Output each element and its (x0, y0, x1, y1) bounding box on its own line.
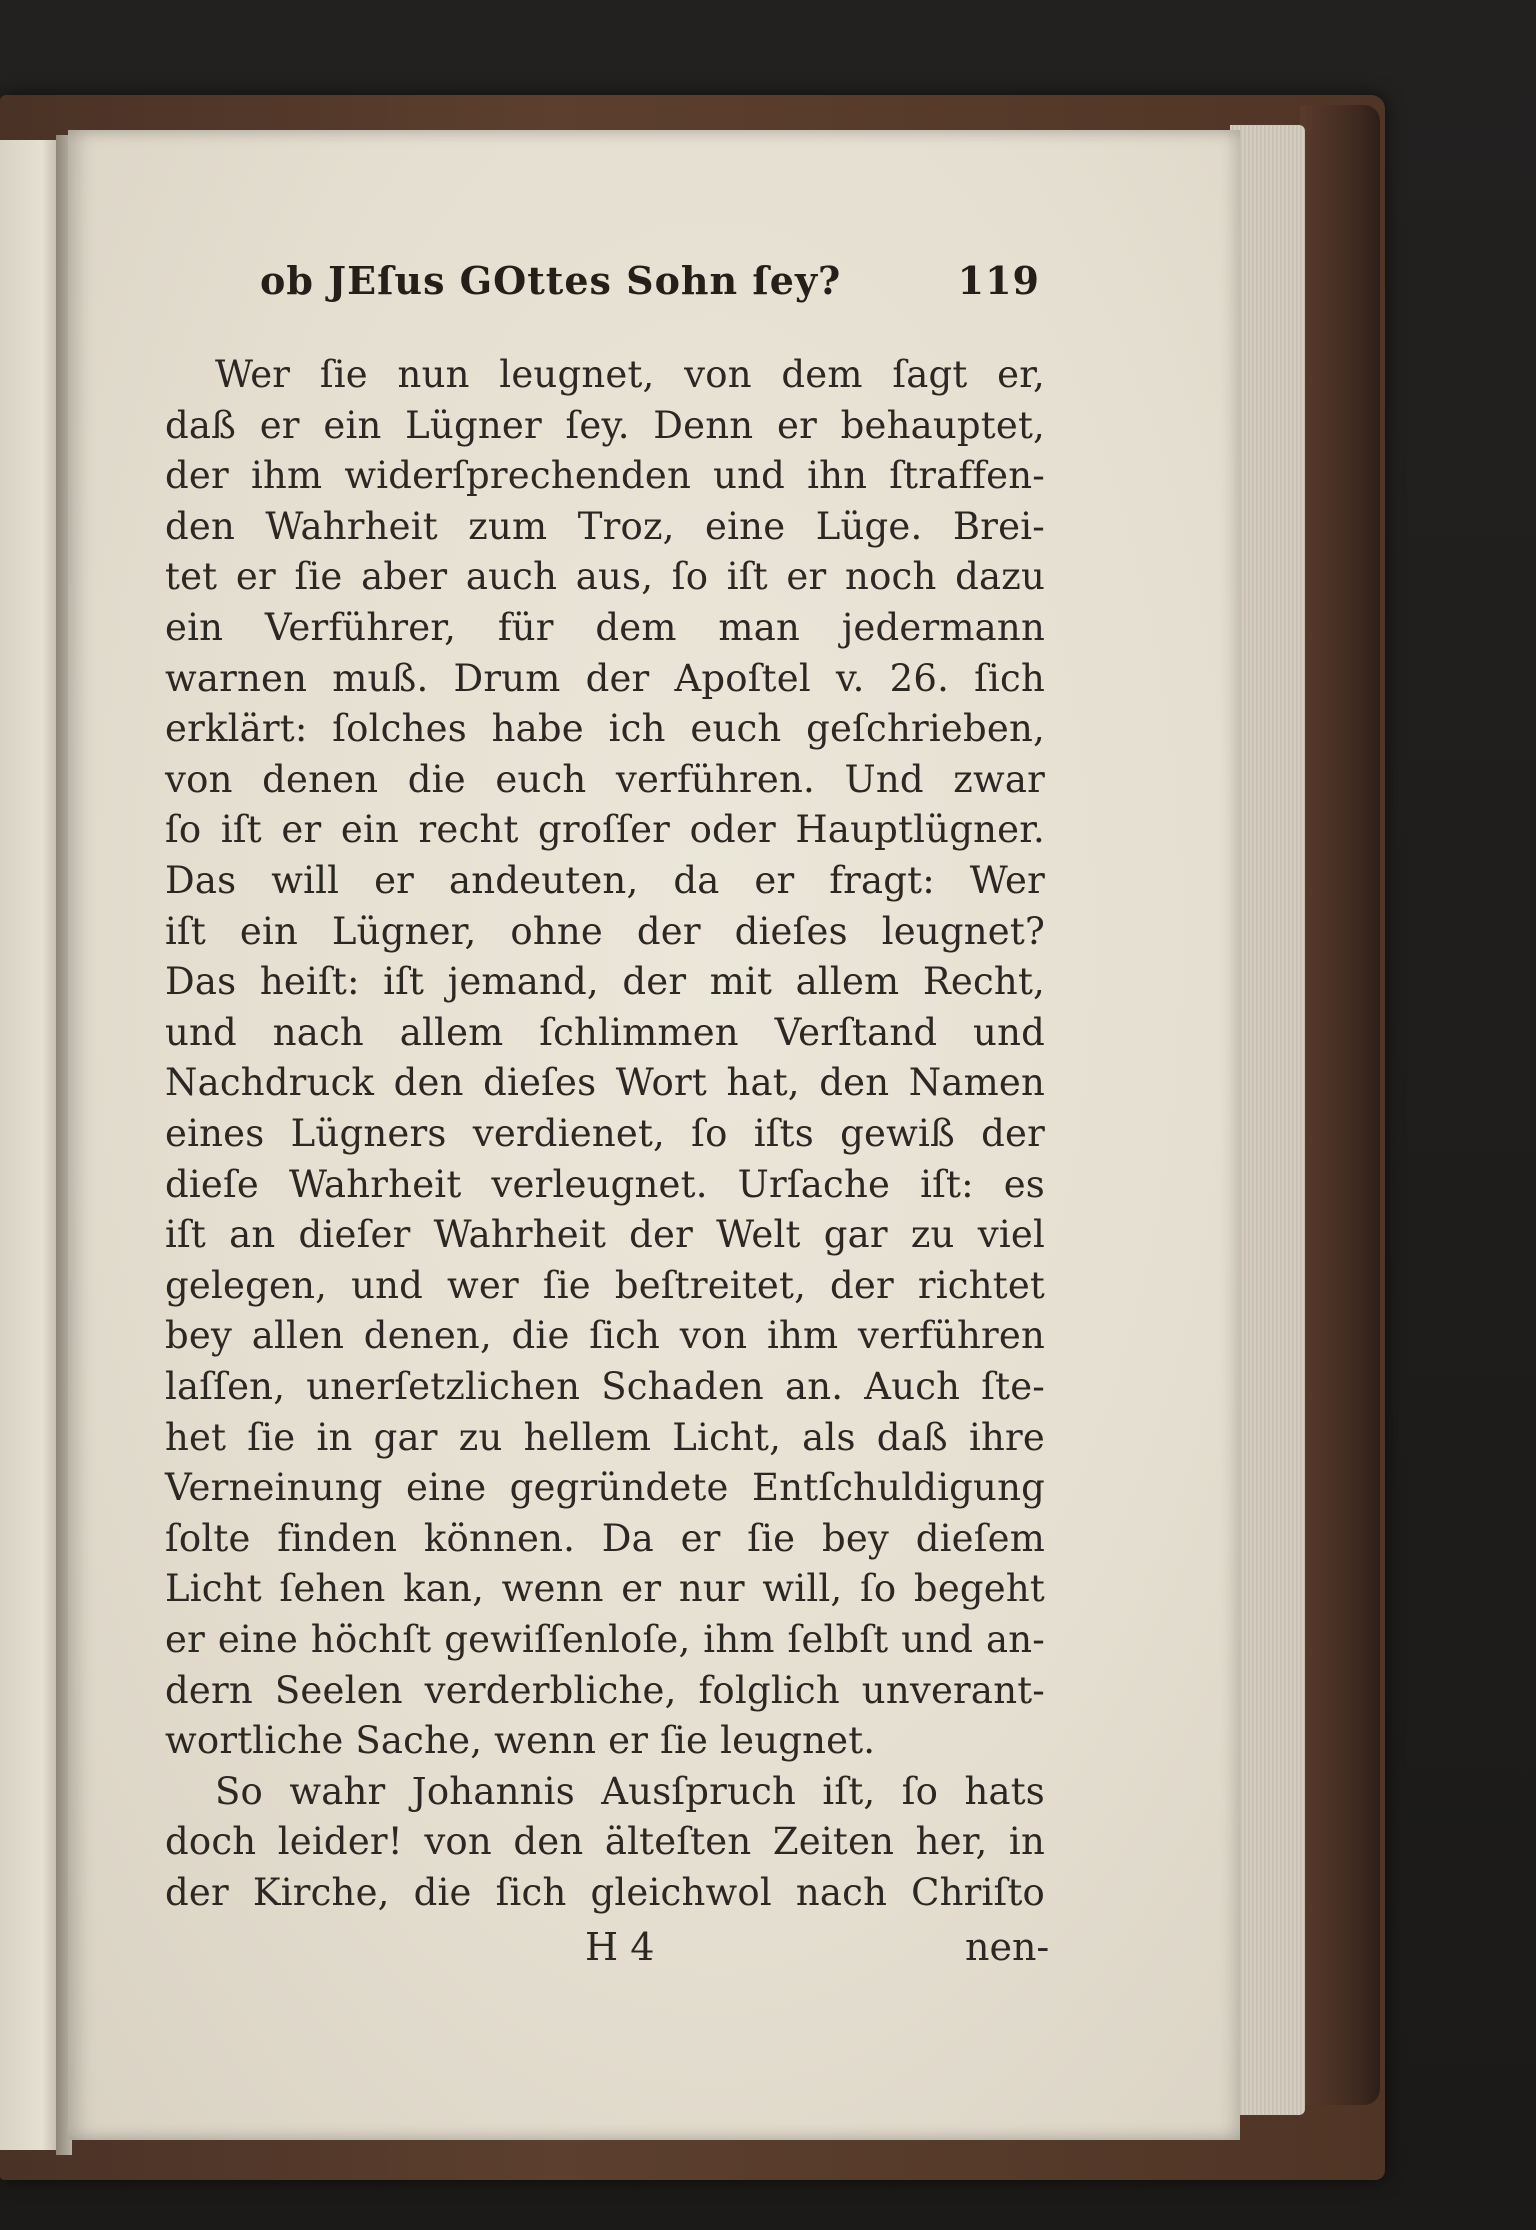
text-line: iſt an dieſer Wahrheit der Welt gar zu viel (165, 1213, 1045, 1256)
text-line: laſſen, unerſetzlichen Schaden an. Auch ſte- (165, 1365, 1045, 1408)
text-line: eines Lügners verdienet, ſo iſts gewiß der (165, 1112, 1045, 1155)
text-line: dern Seelen verderbliche, folglich unverant- (165, 1669, 1045, 1712)
text-line: Wer ſie nun leugnet, von dem ſagt er, (215, 353, 1045, 396)
running-head (260, 258, 1040, 318)
text-line: warnen muß. Drum der Apoſtel v. 26. ſich (165, 657, 1045, 700)
text-line: Das heiſt: iſt jemand, der mit allem Recht, (165, 960, 1045, 1003)
text-line: tet er ſie aber auch aus, ſo iſt er noch dazu (165, 555, 1045, 598)
page-edges (1230, 125, 1305, 2115)
text-line: der ihm widerſprechenden und ihn ſtraffen- (165, 454, 1045, 497)
text-line: ſolte finden können. Da er ſie bey dieſem (165, 1517, 1045, 1560)
text-line: von denen die euch verführen. Und zwar (165, 758, 1045, 801)
text-line: daß er ein Lügner ſey. Denn er behauptet, (165, 404, 1045, 447)
text-line: het ſie in gar zu hellem Licht, als daß ihre (165, 1416, 1045, 1459)
text-line: doch leider! von den älteſten Zeiten her, in (165, 1820, 1045, 1863)
book-cover-edge (1300, 105, 1380, 2105)
text-line: ſo iſt er ein recht groſſer oder Hauptlügner. (165, 808, 1045, 851)
text-line: er eine höchſt gewiſſenloſe, ihm ſelbſt und an- (165, 1618, 1045, 1661)
text-line: erklärt: ſolches habe ich euch geſchrieben, (165, 707, 1045, 750)
text-line: den Wahrheit zum Troz, eine Lüge. Brei- (165, 505, 1045, 548)
signature-mark: H 4 (585, 1925, 655, 1969)
text-line: Nachdruck den dieſes Wort hat, den Namen (165, 1061, 1045, 1104)
text-line: und nach allem ſchlimmen Verſtand und (165, 1011, 1045, 1054)
running-title: ob JEſus GOttes Sohn ſey? (260, 258, 842, 303)
text-line: iſt ein Lügner, ohne der dieſes leugnet? (165, 910, 1045, 953)
text-line: Das will er andeuten, da er fragt: Wer (165, 859, 1045, 902)
page-number: 119 (957, 258, 1040, 303)
catchword: nen- (965, 1925, 1050, 1969)
left-page-sliver (0, 140, 60, 2150)
text-line: wortliche Sache, wenn er ſie leugnet. (165, 1719, 876, 1762)
text-line: So wahr Johannis Ausſpruch iſt, ſo hats (215, 1770, 1045, 1813)
text-line: der Kirche, die ſich gleichwol nach Chriſto (165, 1871, 1045, 1914)
text-line: ein Verführer, für dem man jedermann (165, 606, 1045, 649)
text-line: gelegen, und wer ſie beſtreitet, der richtet (165, 1264, 1045, 1307)
text-line: Verneinung eine gegründete Entſchuldigung (165, 1466, 1045, 1509)
text-line: Licht ſehen kan, wenn er nur will, ſo begeht (165, 1567, 1045, 1610)
text-line: dieſe Wahrheit verleugnet. Urſache iſt: es (165, 1163, 1045, 1206)
text-line: bey allen denen, die ſich von ihm verführen (165, 1314, 1045, 1357)
